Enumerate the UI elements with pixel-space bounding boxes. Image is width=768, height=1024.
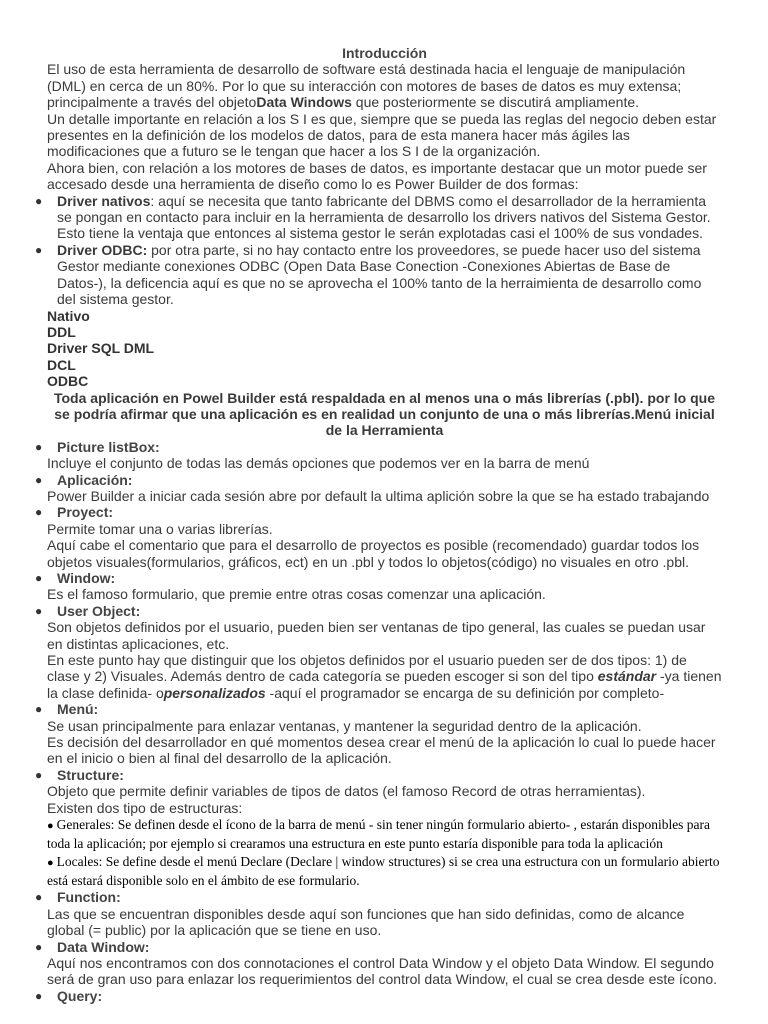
section-heading: [35, 938, 722, 955]
bullet-icon: ●: [35, 767, 43, 782]
list-item: [35, 192, 722, 242]
library-statement: Toda aplicación en Powel Builder está respaldada en al menos una o más librerías (.pbl). por lo que se podría afirmar que una aplicación es en realidad un conjunto de una o más librerías.Menú inicial de la Herramienta: [53, 389, 715, 439]
section-text: Es el famoso formulario, que premie entre otras cosas comenzar una aplicación.: [47, 586, 546, 603]
heading-text: Menú:: [57, 701, 99, 718]
section-text: Son objetos definidos por el usuario, pueden bien ser ventanas de tipo general, las cuales se puedan usar en distintas aplicaciones, etc.: [47, 619, 706, 652]
section-heading: [35, 889, 722, 906]
bullet-icon: ●: [35, 242, 43, 257]
section-list: [35, 602, 722, 619]
menu-sections: [35, 438, 722, 455]
list-item-text: por otra parte, si no hay contacto entre los proveedores, se puede hacer uso del sistema Gestor mediante conexiones ODBC (Open Data Base Conection -Conexiones Abiertas de Base de Datos-), la deficencia aquí es que no se aprovecha el 100% tanto de la herraimienta de desarrollo como del sistema gestor.: [57, 241, 702, 308]
section-list: [35, 701, 722, 718]
section-text: [47, 652, 722, 701]
text-run: En este punto hay que distinguir que los objetos definidos por el usuario pueden ser de dos tipos: 1) de clase y 2) Visuales. Además dentro de cada categoría se pueden escoger si son del tipo: [47, 652, 687, 685]
intro-paragraph-2: Un detalle importante en relación a los S I es que, siempre que se pueda las reglas del negocio deben estar presentes en la definición de los modelos de datos, para de esta manera hacer más ágiles las modificaciones que a futuro se le tengan que hacer a los S I de la organización.: [47, 110, 717, 160]
term: ODBC: [47, 373, 89, 390]
section-text: Es decisión del desarrollador en qué momentos desea crear el menú de la aplicación lo cual lo puede hacer en el inicio o bien al final del desarrollo de la aplicación.: [47, 734, 716, 767]
bullet-icon: ●: [35, 505, 43, 520]
bullet-icon: ●: [35, 439, 43, 454]
heading-text: Aplicación:: [57, 471, 133, 488]
intro-text: El uso de esta herramienta de desarrollo de software está destinada hacia el lenguaje de manipulación (DML) en cerca de un 80%. Por lo que su interacción con motores de bases de datos es muy extensa; principalmente a través del objeto: [47, 61, 686, 111]
section-list: [35, 889, 722, 906]
section-list: [35, 938, 722, 955]
intro-paragraph-3: Ahora bien, con relación a los motores de bases de datos, es importante destacar que un motor puede ser accesado desde una herramienta de diseño como lo es Power Builder de dos formas:: [47, 159, 707, 193]
section-text: Objeto que permite definir variables de tipos de datos (el famoso Record de otras herramientas).: [47, 783, 646, 800]
driver-list: [35, 192, 722, 308]
section-text: Las que se encuentran disponibles desde aquí son funciones que han sido definidas, como de alcance global (= public) por la aplicación que se tiene en uso.: [47, 905, 685, 939]
section-text: Aquí cabe el comentario que para el desarrollo de proyectos es posible (recomendado) guardar todos los objetos visuales(formularios, gráficos, ect) en un .pbl y todos lo objetos(código) no visuales en otro .pbl.: [47, 537, 700, 570]
section-heading: [35, 438, 722, 455]
section-text: Se usan principalmente para enlazar ventanas, y mantener la seguridad dentro de la aplicación.: [47, 717, 642, 734]
section-text: Power Builder a iniciar cada sesión abre por default la ultima aplición sobre la que se ha estado trabajando: [47, 487, 710, 504]
terms-list: [47, 308, 722, 390]
emphasis-personalizados: personalizados: [163, 684, 266, 701]
bullet-icon: ●: [47, 820, 54, 833]
heading-text: Picture listBox:: [57, 438, 160, 455]
section-heading: [35, 766, 722, 783]
section-text: Existen dos tipo de estructuras:: [47, 799, 243, 816]
heading-text: User Object:: [57, 602, 141, 619]
bullet-icon: ●: [47, 856, 54, 869]
bullet-icon: ●: [35, 603, 43, 618]
section-text: Incluye el conjunto de todas las demás opciones que podemos ver en la barra de menú: [47, 455, 590, 472]
section-heading: [35, 987, 722, 1004]
heading-text: Proyect:: [57, 504, 114, 521]
bullet-icon: ●: [35, 472, 43, 487]
emphasis-estandar: estándar: [597, 668, 657, 685]
section-heading: [35, 570, 722, 586]
term: DCL: [47, 356, 76, 373]
section-text: Permite tomar una o varias librerías.: [47, 520, 273, 537]
bullet-icon: ●: [35, 890, 43, 905]
bullet-icon: ●: [35, 193, 43, 208]
heading-text: Structure:: [57, 766, 124, 783]
structure-subitem: [47, 853, 722, 890]
term: Nativo: [47, 307, 90, 324]
bullet-icon: ●: [35, 702, 43, 717]
list-item-term: Driver nativos: [57, 192, 151, 209]
section-list: [35, 471, 722, 488]
subitem-text: Locales: Se define desde el menú Declare (Declare | window structures) si se crea una estructura con un formulario abierto está estará disponible solo en el ámbito de ese formulario.: [47, 853, 720, 888]
section-heading: [35, 471, 722, 488]
list-item: [35, 241, 722, 308]
bullet-icon: ●: [35, 939, 43, 954]
bullet-icon: ●: [35, 571, 43, 585]
section-heading: [35, 602, 722, 619]
section-list: [35, 504, 722, 521]
section-heading: [35, 504, 722, 521]
text-run: -ya tienen la clase definida- o: [47, 668, 722, 701]
heading-text: Function:: [57, 889, 121, 906]
subitem-text: Generales: Se definen desde el ícono de la barra de menú - sin tener ningún formulario abierto- , estarán disponibles para toda la aplicación; por ejemplo si crearamos una estructura en este punto estaría disponible para toda la aplicación: [47, 817, 711, 852]
intro-paragraph-1: [47, 61, 722, 110]
document: [35, 45, 722, 1004]
structure-subitem: [47, 816, 722, 853]
section-text: Aquí nos encontramos con dos connotaciones el control Data Window y el objeto Data Window. El segundo será de gran uso para enlazar los requerimientos del control data Window, el cual se crea desde este ícono.: [47, 954, 718, 988]
list-item-text: : aquí se necesita que tanto fabricante del DBMS como el desarrollador de la herramienta se pongan en contacto para incluir en la herramienta de desarrollo los drivers nativos del Sistema Gestor. Esto tiene la ventaja que entonces al sistema gestor le serán explotadas casi el 100% de sus vondades.: [57, 192, 711, 242]
term: Driver SQL DML: [47, 340, 155, 357]
heading-text: Data Window:: [57, 938, 150, 955]
heading-text: Query:: [57, 987, 103, 1004]
heading-text: Window:: [57, 570, 116, 586]
section-list: [35, 570, 722, 586]
term: DDL: [47, 323, 76, 340]
data-windows-term: Data Windows: [256, 94, 352, 111]
page-title: Introducción: [342, 45, 427, 61]
bullet-icon: ●: [35, 988, 43, 1003]
text-run: -aquí el programador se encarga de su definición por completo-: [265, 684, 665, 701]
section-heading: [35, 701, 722, 718]
list-item-term: Driver ODBC:: [57, 241, 148, 258]
intro-text-end: que posteriormente se discutirá ampliamente.: [351, 94, 640, 111]
section-list: [35, 766, 722, 783]
section-list: [35, 987, 722, 1004]
